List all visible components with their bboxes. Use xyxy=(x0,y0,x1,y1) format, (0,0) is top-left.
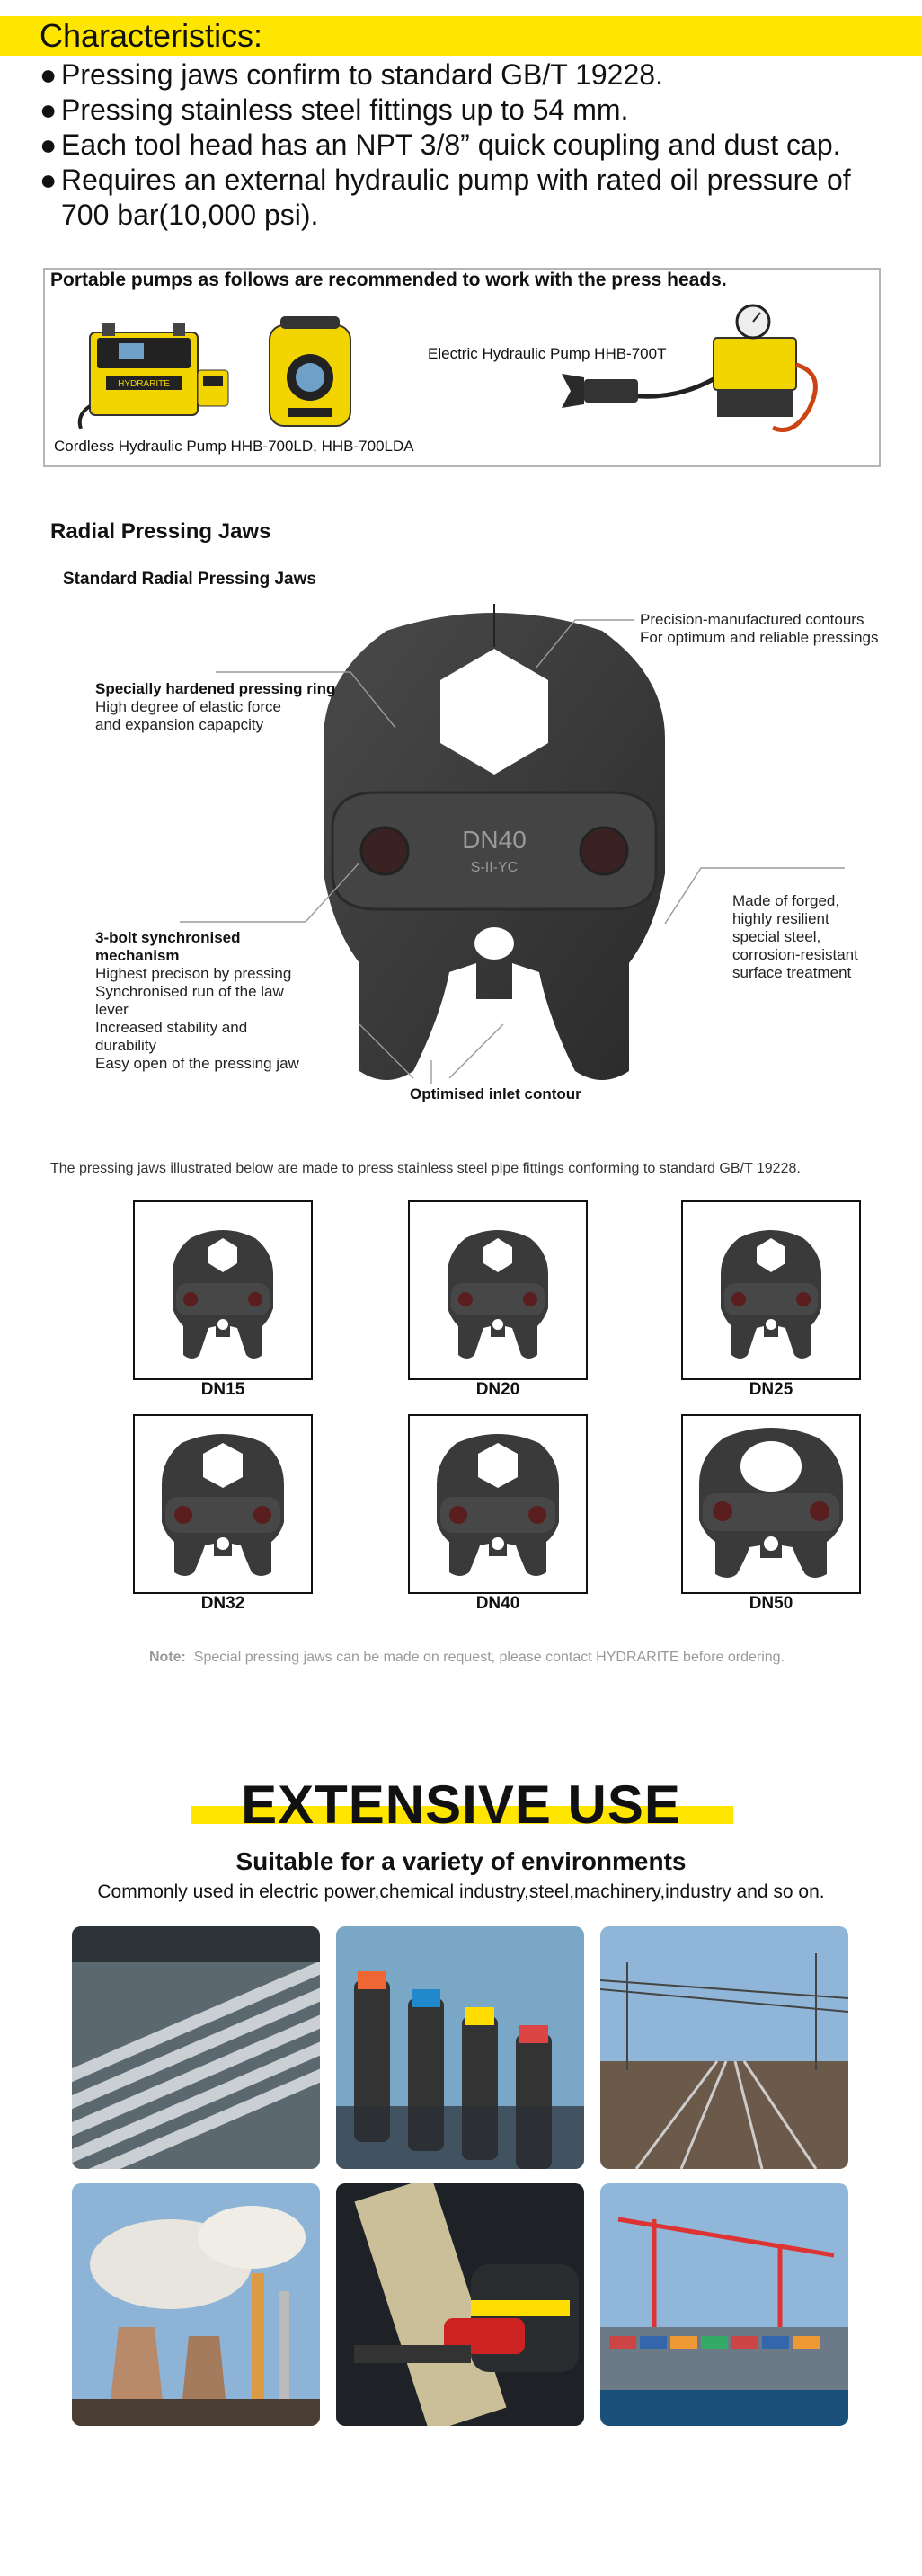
electric-pump-caption: Electric Hydraulic Pump HHB-700T xyxy=(428,345,667,362)
worker-tool-photo xyxy=(336,2183,584,2426)
pump-brand-mark: HYDRARITE xyxy=(118,379,170,389)
jaw-label: DN40 xyxy=(475,1594,520,1613)
characteristics-title: Characteristics: xyxy=(40,17,263,54)
standard-note: The pressing jaws illustrated below are made to press stainless steel pipe fittings conforming to standard GB/T 19228. xyxy=(50,1161,801,1176)
jaw-label: DN20 xyxy=(475,1380,520,1399)
jaw-thumb-icon xyxy=(683,1202,859,1378)
jaw-thumb-dn32 xyxy=(133,1414,313,1594)
callout-forged-steel: Made of forged, highly resilient special steel, corrosion-resistant surface treatment xyxy=(732,892,858,981)
power-plant-photo xyxy=(72,2183,320,2426)
characteristic-item: ● Requires an external hydraulic pump with rated oil pressure of 700 bar(10,000 psi). xyxy=(40,164,851,231)
characteristic-item: ● Pressing stainless steel fittings up to 54 mm. xyxy=(40,93,629,126)
characteristic-item: ● Pressing jaws confirm to standard GB/T 19228. xyxy=(40,58,663,91)
jaw-label: DN15 xyxy=(200,1380,245,1399)
callout-pressing-ring: Specially hardened pressing ring High degree of elastic force and expansion capapcity xyxy=(95,680,336,733)
electric-pump-image xyxy=(557,302,827,438)
radial-jaws-title: Radial Pressing Jaws xyxy=(50,519,271,544)
jaw-thumb-dn15 xyxy=(133,1200,313,1380)
jaw-thumb-dn50 xyxy=(681,1414,861,1594)
jaw-thumb-dn20 xyxy=(408,1200,588,1380)
extensive-use-subtitle: Suitable for a variety of environments xyxy=(235,1847,687,1875)
cordless-pump-caption: Cordless Hydraulic Pump HHB-700LD, HHB-700LDA xyxy=(54,438,414,455)
jaw-thumb-dn25 xyxy=(681,1200,861,1380)
callout-precision-contours: Precision-manufactured contours For optimum and reliable pressings xyxy=(640,611,879,646)
jaw-marking-secondary: S-II-YC xyxy=(470,860,519,875)
jaw-thumb-icon xyxy=(135,1416,311,1592)
characteristics-list xyxy=(40,58,902,233)
pipes-photo xyxy=(72,1926,320,2169)
standard-radial-jaws-subtitle: Standard Radial Pressing Jaws xyxy=(63,570,316,589)
railway-photo xyxy=(600,1926,848,2169)
cordless-pump-image xyxy=(72,316,234,433)
bullet-icon: ● xyxy=(40,164,58,196)
jaw-marking: DN40 xyxy=(462,826,527,854)
jaw-thumb-icon xyxy=(410,1202,586,1378)
special-jaws-note: Note: Special pressing jaws can be made on request, please contact HYDRARITE before ordering. xyxy=(149,1650,785,1665)
pumps-title: Portable pumps as follows are recommended to work with the press heads. xyxy=(50,270,727,290)
extensive-use-title: EXTENSIVE USE xyxy=(241,1775,681,1835)
characteristic-item: ● Each tool head has an NPT 3/8” quick coupling and dust cap. xyxy=(40,128,841,161)
bullet-icon: ● xyxy=(40,93,58,126)
extensive-use-description: Commonly used in electric power,chemical industry,steel,machinery,industry and so on. xyxy=(97,1881,825,1902)
jaw-thumb-dn40 xyxy=(408,1414,588,1594)
callout-inlet-contour: Optimised inlet contour xyxy=(410,1085,581,1102)
jaw-thumb-icon xyxy=(135,1202,311,1378)
jaw-thumb-icon xyxy=(410,1416,586,1592)
callout-bolt-mechanism: 3-bolt synchronised mechanism Highest precison by pressing Synchronised run of the law lever Increased stability and durability Easy open of the pressing jaw xyxy=(95,929,299,1072)
electrical-connectors-photo xyxy=(336,1926,584,2169)
jaw-thumb-icon xyxy=(683,1416,859,1592)
port-cranes-photo xyxy=(600,2183,848,2426)
jaw-label: DN25 xyxy=(749,1380,793,1399)
bullet-icon: ● xyxy=(40,128,58,161)
cordless-pump-image-2 xyxy=(261,314,359,431)
jaw-label: DN32 xyxy=(200,1594,245,1613)
bullet-icon: ● xyxy=(40,58,58,91)
jaw-label: DN50 xyxy=(749,1594,793,1613)
